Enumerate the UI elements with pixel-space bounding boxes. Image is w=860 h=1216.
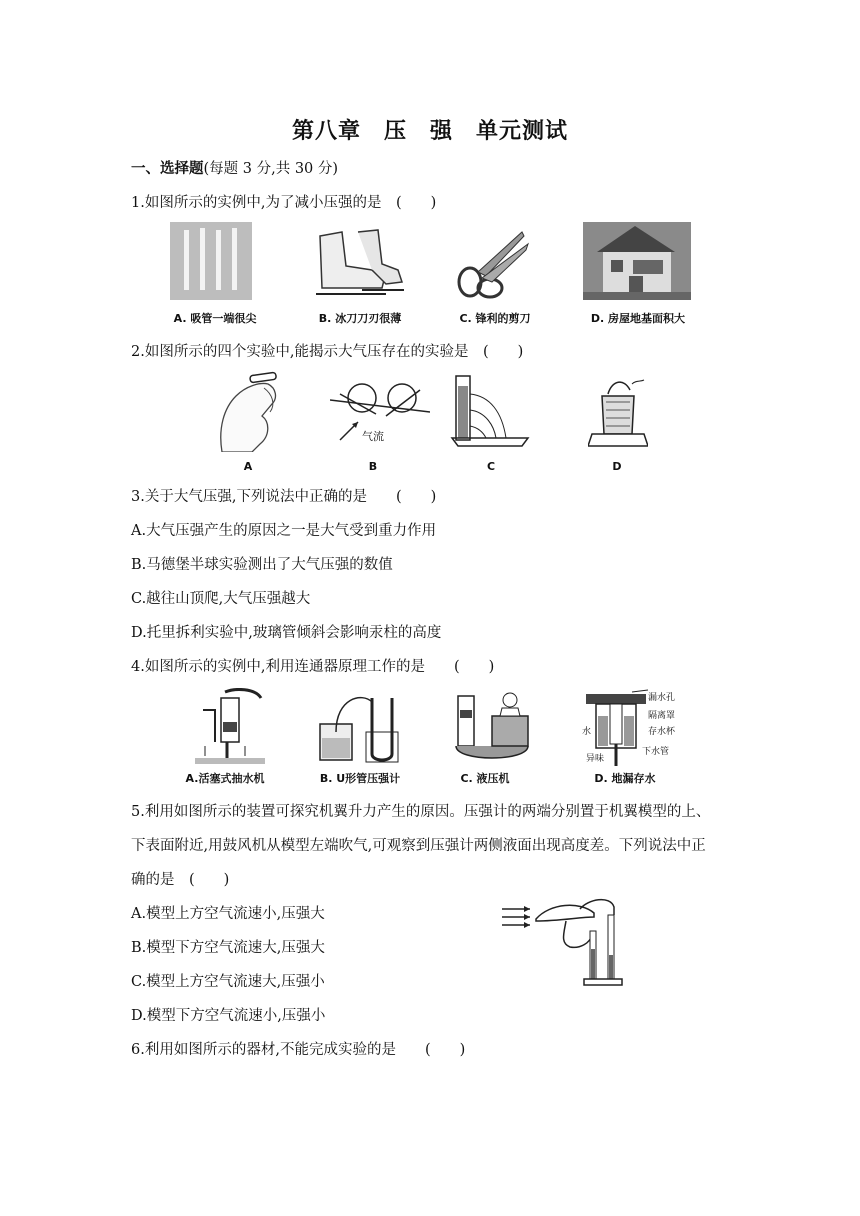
- hand-test-tube-image: [212, 368, 292, 452]
- question-3-stem: 3.关于大气压强,下列说法中正确的是 ( ): [131, 489, 437, 505]
- scissors-image: [452, 226, 532, 302]
- question-1-stem: 1.如图所示的实例中,为了减小压强的是 ( ): [131, 195, 437, 211]
- section-note: (每题 3 分,共 30 分): [203, 161, 339, 177]
- water-jets-image: [450, 372, 530, 448]
- wing-lift-apparatus-image: [500, 893, 630, 989]
- question-2-stem: 2.如图所示的四个实验中,能揭示大气压存在的实验是 ( ): [131, 344, 524, 360]
- q5-option-a: A.模型上方空气流速小,压强大: [131, 906, 325, 922]
- q3-option-d: D.托里拆利实验中,玻璃管倾斜会影响汞柱的高度: [131, 625, 442, 641]
- q1-caption-b: B. 冰刀刀刃很薄: [318, 312, 402, 325]
- cup-paper-image: [588, 376, 648, 448]
- piston-pump-image: [195, 688, 275, 766]
- straws-image: [170, 222, 260, 300]
- u-tube-gauge-image: [316, 688, 406, 766]
- question-5-stem-line1: 5.利用如图所示的装置可探究机翼升力产生的原因。压强计的两端分别置于机翼模型的上、: [131, 804, 711, 820]
- house-image: [583, 222, 693, 300]
- q1-caption-c: C. 锋利的剪刀: [459, 312, 531, 325]
- q5-option-c: C.模型上方空气流速大,压强小: [131, 974, 325, 990]
- q1-caption-a: A. 吸管一端很尖: [173, 312, 257, 325]
- q4-caption-a: A.活塞式抽水机: [185, 772, 265, 785]
- section-heading: [131, 157, 338, 178]
- q4-caption-b: B. U形管压强计: [319, 772, 401, 785]
- section-label: 一、选择题: [131, 161, 204, 177]
- ice-skate-image: [312, 226, 407, 302]
- label-drain-pipe: 下水管: [642, 747, 670, 757]
- q5-option-b: B.模型下方空气流速大,压强大: [131, 940, 325, 956]
- q4-caption-c: C. 液压机: [460, 772, 510, 785]
- question-5-stem-line3: 确的是 ( ): [131, 872, 230, 888]
- q4-caption-d: D. 地漏存水: [594, 772, 656, 785]
- q3-option-c: C.越往山顶爬,大气压强越大: [131, 591, 311, 607]
- airflow-label: 气流: [362, 430, 384, 443]
- hydraulic-press-image: [452, 686, 532, 766]
- question-5-stem-line2: 下表面附近,用鼓风机从模型左端吹气,可观察到压强计两侧液面出现高度差。下列说法中正: [131, 838, 706, 854]
- label-odor: 异味: [586, 754, 605, 764]
- question-4-stem: 4.如图所示的实例中,利用连通器原理工作的是 ( ): [131, 659, 495, 675]
- q2-caption-c: C: [486, 460, 496, 473]
- q2-caption-d: D: [612, 460, 622, 473]
- q2-caption-a: A: [243, 460, 253, 473]
- q1-caption-d: D. 房屋地基面积大: [590, 312, 686, 325]
- q5-option-d: D.模型下方空气流速小,压强小: [131, 1008, 326, 1024]
- q2-caption-b: B: [368, 460, 378, 473]
- q3-option-b: B.马德堡半球实验测出了大气压强的数值: [131, 557, 393, 573]
- question-6-stem: 6.利用如图所示的器材,不能完成实验的是 ( ): [131, 1042, 466, 1058]
- label-isolation-cover: 隔离罩: [648, 711, 676, 721]
- q3-option-a: A.大气压强产生的原因之一是大气受到重力作用: [131, 523, 437, 539]
- label-storage-cup: 存水杯: [648, 727, 676, 737]
- label-drain-hole: 漏水孔: [648, 693, 676, 703]
- page-title: 第八章 压 强 单元测试: [291, 119, 568, 144]
- label-water: 水: [582, 727, 592, 737]
